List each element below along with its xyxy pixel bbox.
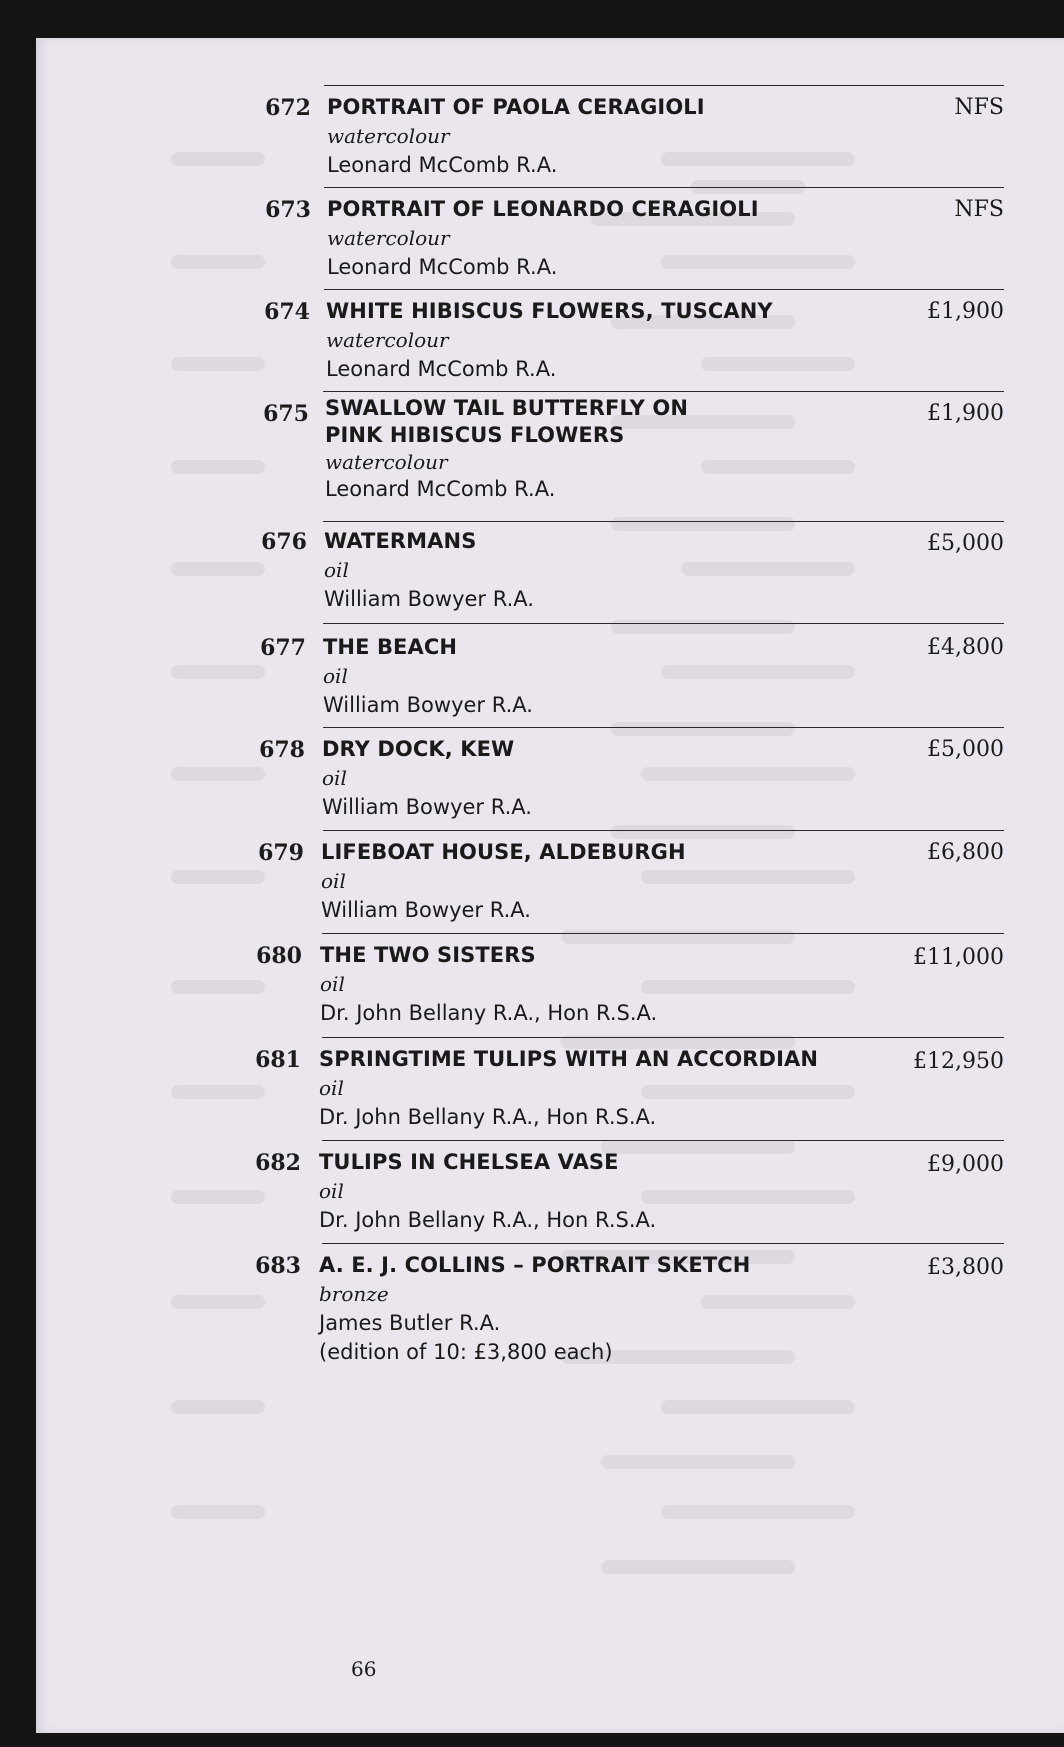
entry-title: PORTRAIT OF PAOLA CERAGIOLI [327,95,705,119]
entry-medium: oil [320,972,345,996]
entry-title: THE TWO SISTERS [320,943,536,967]
entry-title: TULIPS IN CHELSEA VASE [319,1150,619,1174]
entry-price: £5,000 [927,737,1004,762]
entry-artist: Leonard McComb R.A. [327,153,558,177]
entry-artist: William Bowyer R.A. [324,587,534,611]
entry-price: NFS [954,197,1004,222]
entry-details [319,1251,750,1367]
entry-number: 674 [264,299,310,325]
entry-divider [324,187,1004,188]
entry-number: 672 [265,95,311,121]
entry-number: 680 [256,943,302,969]
entry-artist: Dr. John Bellany R.A., Hon R.S.A. [319,1208,657,1232]
entry-medium: oil [319,1179,344,1203]
entry-medium: oil [323,664,348,688]
entry-details [319,1148,656,1235]
entry-price: £6,800 [927,840,1004,865]
entry-price: £11,000 [913,945,1004,970]
entry-artist: Dr. John Bellany R.A., Hon R.S.A. [319,1105,657,1129]
entry-divider [323,623,1004,624]
entry-price: NFS [954,95,1004,120]
entry-number: 678 [259,737,305,763]
entry-number: 681 [255,1047,301,1073]
entry-title: SWALLOW TAIL BUTTERFLY ON [325,396,688,420]
entry-details [325,395,688,503]
entry-medium: watercolour [327,226,450,250]
entry-details [326,297,773,384]
entry-number: 673 [265,197,311,223]
entry-medium: watercolour [326,328,449,352]
entry-title: A. E. J. COLLINS – PORTRAIT SKETCH [319,1253,751,1277]
entry-details [324,527,534,614]
entry-title: WATERMANS [324,529,477,553]
entry-number: 682 [255,1150,301,1176]
entry-title: WHITE HIBISCUS FLOWERS, TUSCANY [326,299,773,323]
entry-edition-note: (edition of 10: £3,800 each) [319,1340,613,1364]
entry-number: 683 [255,1253,301,1279]
entry-artist: William Bowyer R.A. [321,898,531,922]
entry-price: £1,900 [927,299,1004,324]
entry-medium: oil [319,1076,344,1100]
entry-divider [323,727,1004,728]
entry-details [322,735,532,822]
entry-artist: Leonard McComb R.A. [325,477,556,501]
entry-details [320,941,657,1028]
entry-artist: James Butler R.A. [319,1311,501,1335]
entry-divider [324,289,1004,290]
entry-artist: Dr. John Bellany R.A., Hon R.S.A. [320,1001,658,1025]
entry-number: 679 [258,840,304,866]
entry-details [327,93,705,180]
entry-price: £5,000 [927,531,1004,556]
entry-divider [323,521,1004,522]
entry-divider [322,933,1004,934]
entry-details [319,1045,818,1132]
page-number: 66 [351,1657,377,1681]
entry-title: THE BEACH [323,635,458,659]
entry-price: £12,950 [913,1049,1004,1074]
entry-price: £1,900 [927,401,1004,426]
entry-title: PORTRAIT OF LEONARDO CERAGIOLI [327,197,759,221]
entry-medium: oil [324,558,349,582]
catalogue-page [36,38,1064,1733]
entry-medium: bronze [319,1282,389,1306]
entry-medium: oil [321,869,346,893]
entry-number: 675 [263,401,309,427]
entry-medium: watercolour [325,450,448,474]
entry-medium: watercolour [327,124,450,148]
entry-divider [322,1037,1004,1038]
entry-price: £9,000 [927,1152,1004,1177]
entry-medium: oil [322,766,347,790]
entry-artist: Leonard McComb R.A. [326,357,557,381]
entry-artist: William Bowyer R.A. [323,693,533,717]
entry-price: £3,800 [927,1255,1004,1280]
entry-divider [322,1140,1004,1141]
entry-artist: William Bowyer R.A. [322,795,532,819]
entry-divider [323,830,1004,831]
entry-title: DRY DOCK, KEW [322,737,515,761]
entry-number: 677 [260,635,306,661]
entry-details [323,633,533,720]
entry-divider [322,1243,1004,1244]
entry-details [327,195,759,282]
entry-artist: Leonard McComb R.A. [327,255,558,279]
entry-divider [324,85,1004,86]
entry-title: SPRINGTIME TULIPS WITH AN ACCORDIAN [319,1047,819,1071]
entry-title-line-2: PINK HIBISCUS FLOWERS [325,423,625,447]
entry-divider [323,391,1004,392]
entry-price: £4,800 [927,635,1004,660]
entry-details [321,838,686,925]
entry-title: LIFEBOAT HOUSE, ALDEBURGH [321,840,686,864]
entry-number: 676 [261,529,307,555]
